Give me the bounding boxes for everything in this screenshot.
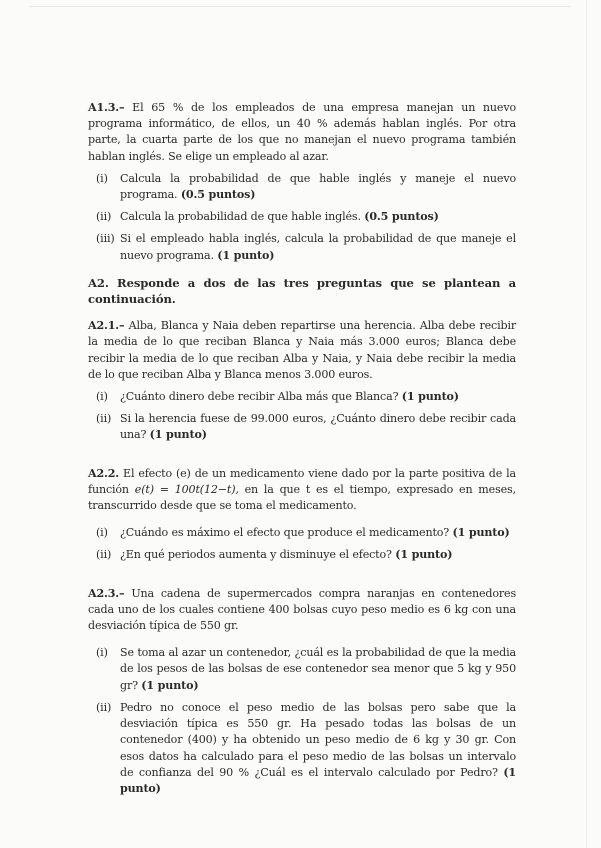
item-points: (1 punto) <box>401 390 459 404</box>
question-item <box>88 389 516 405</box>
item-text: Pedro no conoce el peso medio de las bolsas pero sabe que la desviación típica es 550 gr. Ha pesado todas las bolsas de un contenedor (400) y ha obtenido un peso medio de 6 kg y 30 gr. Con esos datos ha calculado para el peso medio de las bolsas un intervalo de confianza del 90 % ¿Cuál es el intervalo calculado por Pedro? <box>120 700 516 779</box>
question-text-cont: en la que t es el tiempo, expresado en meses, transcurrido desde que se toma el medicamento. <box>88 482 516 513</box>
item-number: (i) <box>96 171 108 185</box>
item-points: (1 punto) <box>149 428 207 442</box>
question-text: El 65 % de los empleados de una empresa manejan un nuevo programa informático, de ellos, un 40 % además hablan inglés. Por otra parte, la cuarta parte de los que no manejan el nuevo programa también hablan inglés. Se elige un empleado al azar. <box>88 101 516 163</box>
question-label: A2.2. <box>88 466 120 480</box>
item-number: (ii) <box>96 700 112 714</box>
item-points: (1 punto) <box>217 248 275 262</box>
question-text: Una cadena de supermercados compra naranjas en contenedores cada uno de los cuales contiene 400 bolsas cuyo peso medio es 6 kg con una desviación típica de 550 gr. <box>88 586 516 633</box>
item-number: (ii) <box>96 548 112 562</box>
question-item <box>88 547 516 563</box>
item-text: Si la herencia fuese de 99.000 euros, ¿Cuánto dinero debe recibir cada una? <box>120 412 516 442</box>
question-a2-3-intro <box>88 586 516 635</box>
question-label: A2.1.– <box>88 319 125 333</box>
item-points: (1 punto) <box>141 678 199 692</box>
question-item <box>88 525 516 541</box>
question-item <box>88 700 516 797</box>
scan-edge-right <box>586 0 587 848</box>
item-number: (iii) <box>96 232 115 246</box>
question-item <box>88 411 516 443</box>
section-heading: A2. Responde a dos de las tres preguntas que se plantean a continuación. <box>88 275 516 307</box>
item-number: (i) <box>96 526 108 540</box>
item-text: Calcula la probabilidad de que hable inglés y maneje el nuevo programa. <box>120 171 516 202</box>
question-item <box>88 209 516 225</box>
formula: e(t) = 100t(12−t), <box>134 482 239 496</box>
item-text: ¿Cuándo es máximo el efecto que produce el medicamento? <box>120 526 450 540</box>
item-number: (ii) <box>96 412 112 426</box>
item-points: (1 punto) <box>452 526 510 540</box>
exam-page <box>88 100 516 797</box>
question-a2-2-intro <box>88 466 516 515</box>
question-text: El efecto (e) de un medicamento viene dado por la parte positiva de la función <box>88 466 516 496</box>
question-text: Alba, Blanca y Naia deben repartirse una herencia. Alba debe recibir la media de lo que reciban Blanca y Naia más 3.000 euros; Blanca debe recibir la media de lo que reciban Alba y Naia, y Naia debe recibir la media de lo que reciban Alba y Blanca menos 3.000 euros. <box>88 319 516 381</box>
item-number: (i) <box>96 390 108 404</box>
item-number: (ii) <box>96 210 112 224</box>
item-text: ¿En qué periodos aumenta y disminuye el efecto? <box>120 548 392 562</box>
question-label: A2.3.– <box>88 586 125 600</box>
item-points: (0.5 puntos) <box>364 210 439 224</box>
item-text: Calcula la probabilidad de que hable inglés. <box>120 210 361 224</box>
item-text: Si el empleado habla inglés, calcula la probabilidad de que maneje el nuevo programa. <box>120 232 516 262</box>
item-points: (1 punto) <box>120 765 516 795</box>
item-points: (1 punto) <box>395 548 453 562</box>
question-item <box>88 231 516 263</box>
question-a2-1-intro <box>88 318 516 383</box>
question-item <box>88 171 516 203</box>
scan-edge-top <box>30 6 570 7</box>
item-text: Se toma al azar un contenedor, ¿cuál es la probabilidad de que la media de los pesos de las bolsas de ese contenedor sea menor que 5 kg y 950 gr? <box>120 646 516 692</box>
item-points: (0.5 puntos) <box>180 188 256 202</box>
item-number: (i) <box>96 646 108 660</box>
question-item <box>88 645 516 694</box>
question-a1-3-intro <box>88 100 516 165</box>
question-label: A1.3.– <box>88 101 125 114</box>
item-text: ¿Cuánto dinero debe recibir Alba más que Blanca? <box>120 390 399 404</box>
